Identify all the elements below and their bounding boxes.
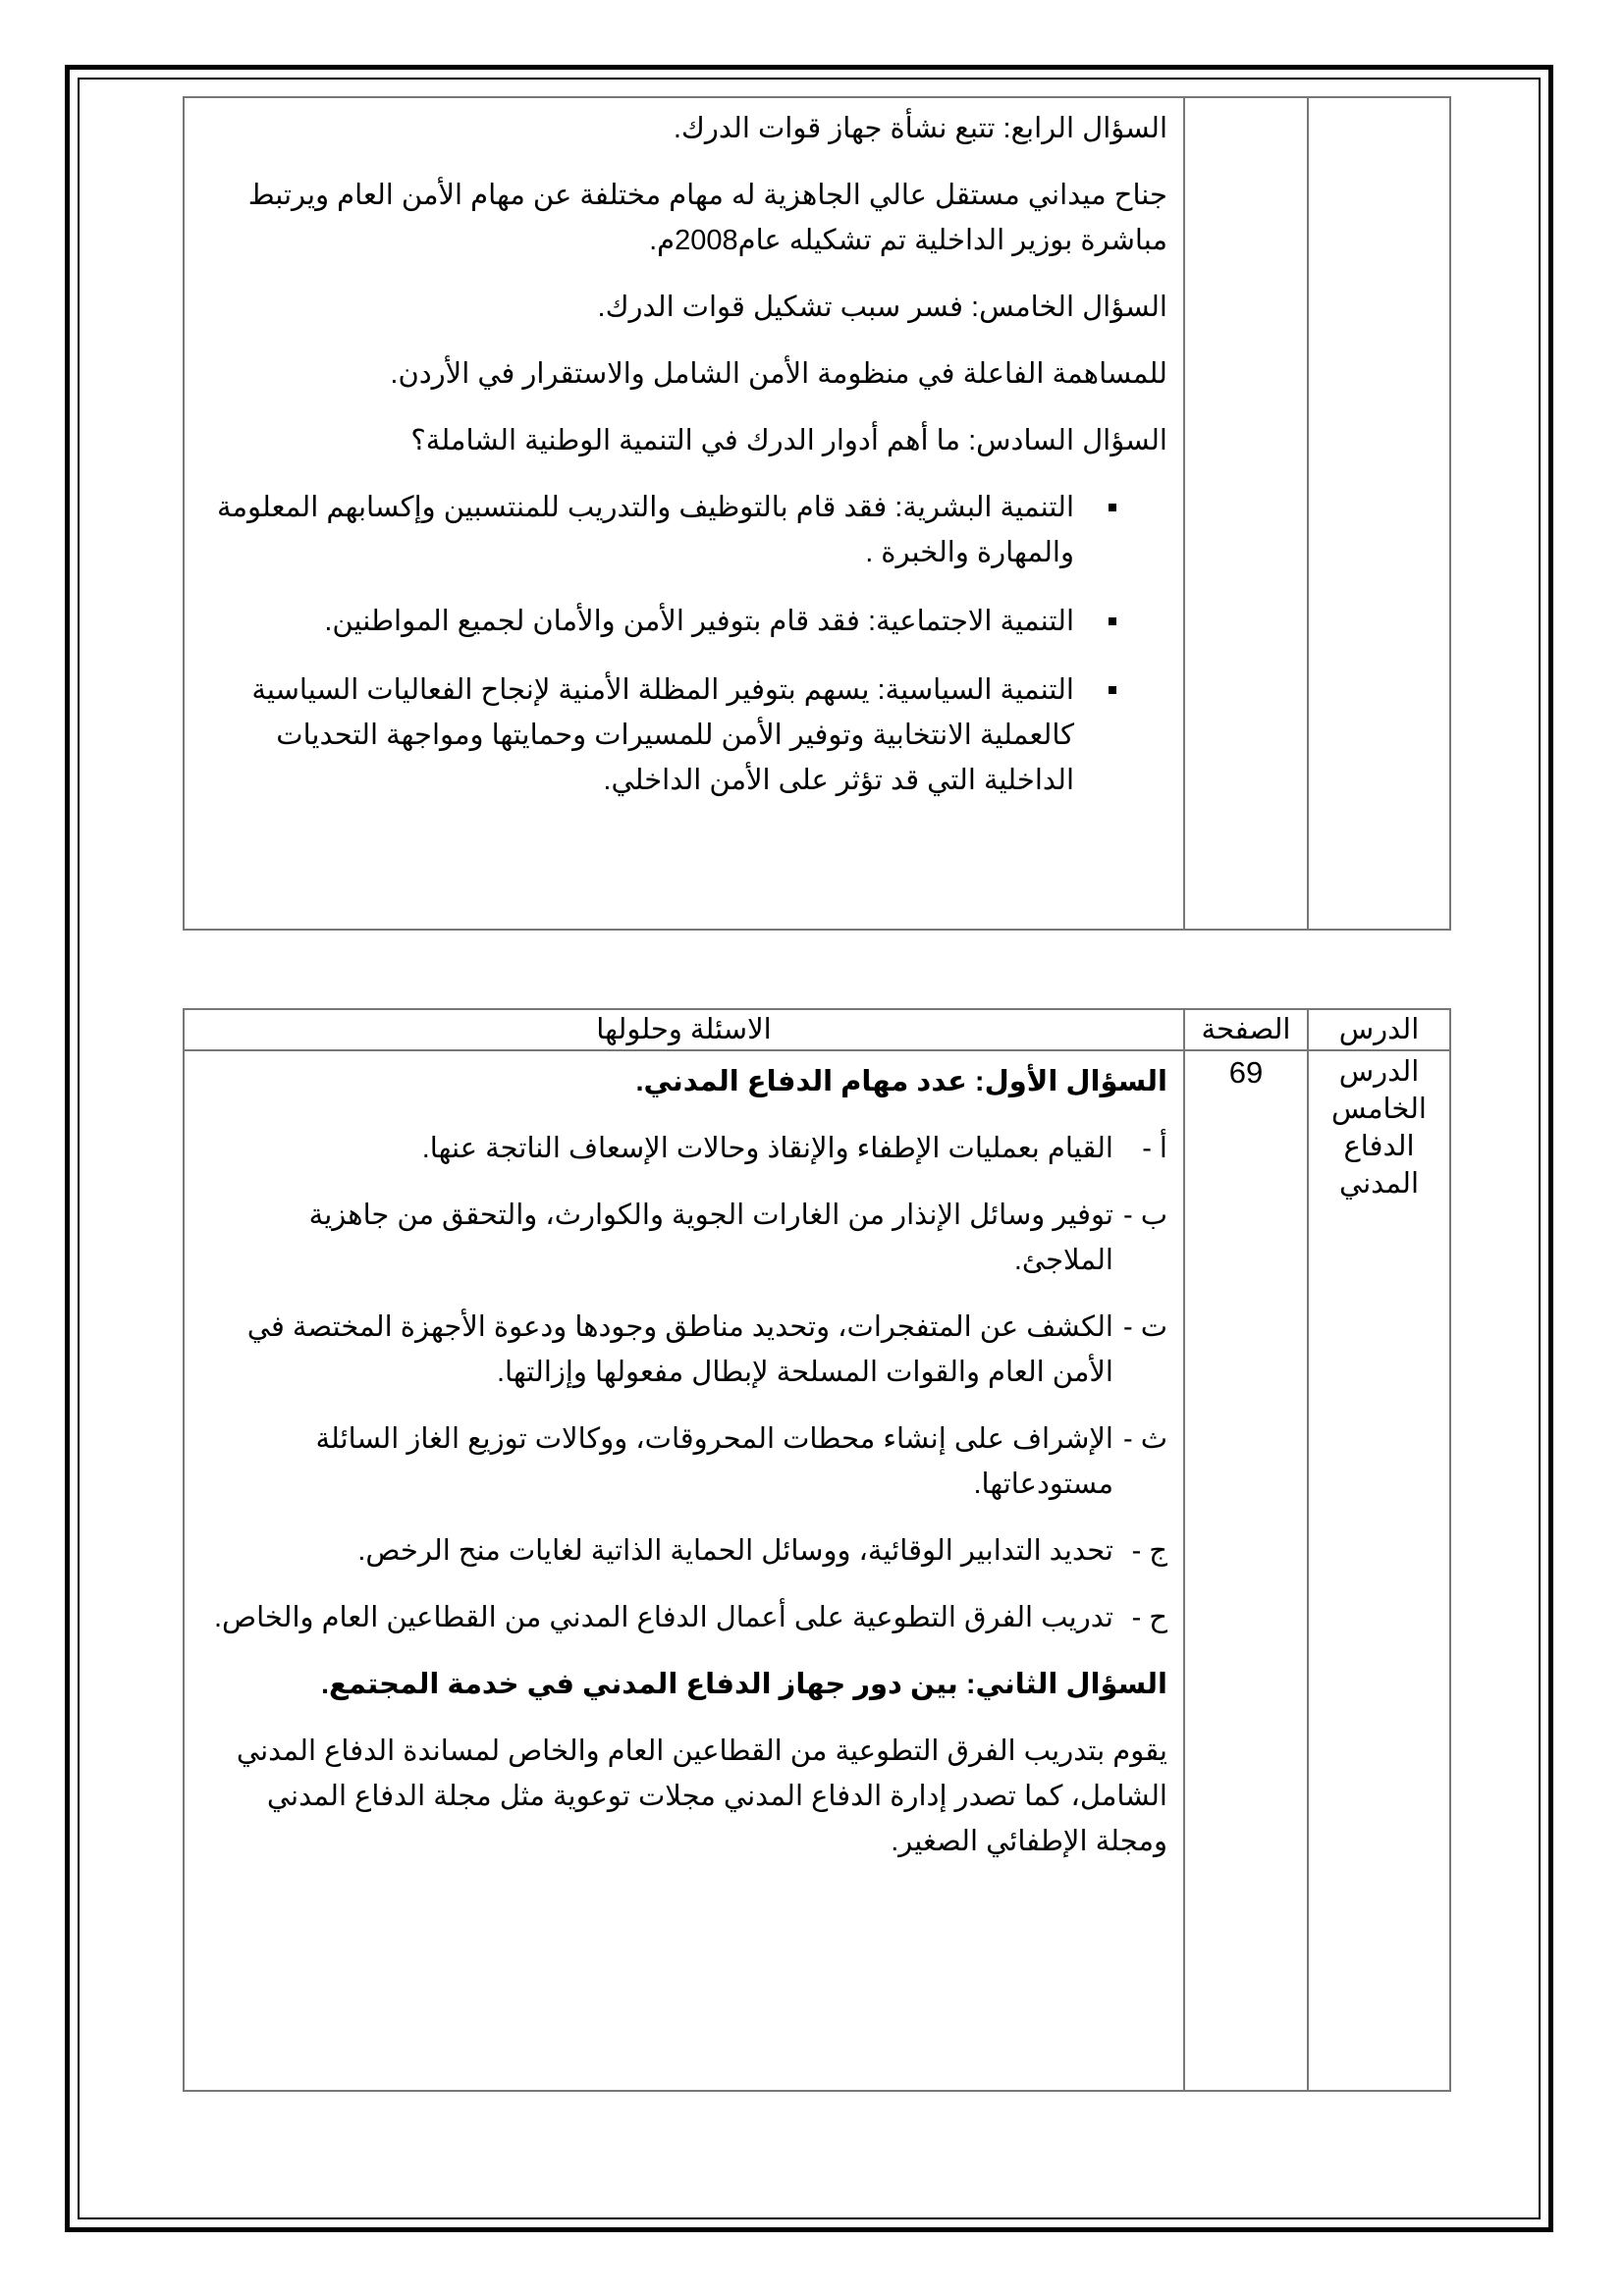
qa-table-continued [183, 96, 1451, 931]
list-item [204, 1193, 1167, 1283]
item-text: الكشف عن المتفجرات، وتحديد مناطق وجودها ودعوة الأجهزة المختصة في الأمن العام والقوات المسلحة لإبطال مفعولها وإزالتها. [246, 1311, 1113, 1388]
item-letter: ث - [1122, 1423, 1167, 1455]
answer-2: يقوم بتدريب الفرق التطوعية من القطاعين العام والخاص لمساندة الدفاع المدني الشامل، كما تصدر إدارة الدفاع المدني مجلات توعوية مثل مجلة الدفاع المدني ومجلة الإطفائي الصغير. [236, 1735, 1167, 1857]
page-cell-empty [1184, 97, 1308, 930]
item-letter: ج - [1131, 1535, 1167, 1567]
square-bullet-icon [1109, 686, 1116, 694]
qa-table-civil-defense [183, 1008, 1451, 2092]
table-header-row [184, 1009, 1450, 1050]
list-item [204, 667, 1167, 803]
item-text: الإشراف على إنشاء محطات المحروقات، ووكالات توزيع الغاز السائلة مستودعاتها. [315, 1423, 1113, 1500]
table-row [184, 1050, 1450, 2091]
lesson-name: الدرس الخامس الدفاع المدني [1308, 1050, 1450, 2091]
page-number: 69 [1184, 1050, 1308, 2091]
qa-content-cell [184, 1050, 1184, 2091]
header-page: الصفحة [1184, 1009, 1308, 1050]
table-row [184, 97, 1450, 930]
question-1: السؤال الأول: عدد مهام الدفاع المدني. [635, 1066, 1167, 1097]
list-item [204, 1528, 1167, 1574]
item-letter: ح - [1131, 1602, 1167, 1633]
item-text: توفير وسائل الإنذار من الغارات الجوية والكوارث، والتحقق من جاهزية الملاجئ. [308, 1200, 1113, 1276]
item-text: القيام بعمليات الإطفاء والإنقاذ وحالات الإسعاف الناتجة عنها. [421, 1133, 1113, 1164]
question-2: السؤال الثاني: بين دور جهاز الدفاع المدني في خدمة المجتمع. [321, 1669, 1167, 1700]
header-qa: الاسئلة وحلولها [184, 1009, 1184, 1050]
qa-content-cell [184, 97, 1184, 930]
header-lesson: الدرس [1308, 1009, 1450, 1050]
item-letter: أ - [1142, 1133, 1167, 1164]
question-4: السؤال الرابع: تتبع نشأة جهاز قوات الدرك. [673, 113, 1167, 144]
list-item-text: التنمية السياسية: يسهم بتوفير المظلة الأمنية لإنجاح الفعاليات السياسية كالعملية الانتخابية وتوفير الأمن للمسيرات وحمايتها ومواجهة التحديات الداخلية التي قد تؤثر على الأمن الداخلي. [251, 674, 1074, 796]
square-bullet-icon [1109, 617, 1116, 625]
list-item [204, 1416, 1167, 1507]
list-item [204, 599, 1167, 644]
list-item [204, 1126, 1167, 1171]
square-bullet-icon [1109, 504, 1116, 511]
lesson-cell-empty [1308, 97, 1450, 930]
item-letter: ت - [1122, 1311, 1167, 1343]
list-item-text: التنمية الاجتماعية: فقد قام بتوفير الأمن والأمان لجميع المواطنين. [324, 606, 1074, 637]
answer-5: للمساهمة الفاعلة في منظومة الأمن الشامل والاستقرار في الأردن. [390, 358, 1167, 390]
question-6: السؤال السادس: ما أهم أدوار الدرك في التنمية الوطنية الشاملة؟ [410, 425, 1167, 456]
answer-6-list [204, 485, 1167, 803]
item-text: تحديد التدابير الوقائية، ووسائل الحماية الذاتية لغايات منح الرخص. [357, 1535, 1113, 1567]
question-5: السؤال الخامس: فسر سبب تشكيل قوات الدرك. [597, 292, 1167, 323]
item-text: تدريب الفرق التطوعية على أعمال الدفاع المدني من القطاعين العام والخاص. [213, 1602, 1113, 1633]
list-item-text: التنمية البشرية: فقد قام بالتوظيف والتدريب للمنتسبين وإكسابهم المعلومة والمهارة والخبرة . [216, 492, 1074, 568]
answer-4: جناح ميداني مستقل عالي الجاهزية له مهام مختلفة عن مهام الأمن العام ويرتبط مباشرة بوزير الداخلية تم تشكيله عام2008م. [247, 180, 1167, 256]
list-item [204, 485, 1167, 575]
list-item [204, 1595, 1167, 1640]
item-letter: ب - [1122, 1200, 1167, 1231]
list-item [204, 1305, 1167, 1395]
